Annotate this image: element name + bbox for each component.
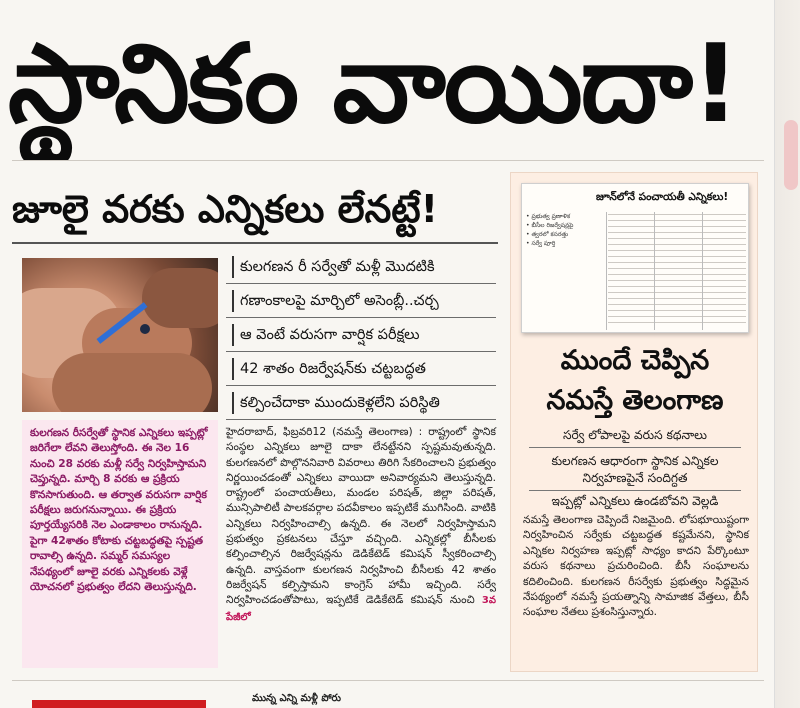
adjacent-page-edge — [774, 0, 800, 708]
kicker-item — [226, 352, 496, 386]
clipping-bullet: • బీసీల రిజర్వేషన్లపై — [526, 222, 574, 229]
next-article-bar — [32, 700, 206, 708]
kicker-item — [226, 250, 496, 284]
decorative-mark — [784, 120, 798, 190]
kicker-text: ఆ వెంటే వరుసగా వార్షిక పరీక్షలు — [240, 327, 420, 343]
kicker-item — [226, 386, 496, 420]
box-kicker: కులగణన ఆధారంగా స్థానిక ఎన్నికల — [551, 454, 719, 468]
divider — [12, 242, 498, 244]
next-article-headline: మున్న ఎన్ని మళ్లీ పోరు — [252, 693, 341, 704]
clipping-bullet: • సర్వే పూర్తి — [526, 240, 556, 247]
voter-ink-photo — [22, 258, 218, 412]
next-article-strip — [22, 694, 762, 708]
sidebar-box — [510, 172, 758, 672]
clipping-bullet: • ప్రభుత్వ ప్రణాళిక — [526, 213, 571, 220]
box-kicker: సర్వే లోపాలపై వరుస కథనాలు — [562, 428, 708, 442]
box-body-text: నమస్తే తెలంగాణ చెప్పిందే నిజమైంది. లోపభూయిష్టంగా నిర్వహించిన సర్వేకు చట్టబద్ధత కష్టమేనని, స్థానిక ఎన్నికల నిర్వహణ ఇప్పట్లో సాధ్యం కాదని పేర్కొంటూ వరుస కథనాలు ప్రచురించింది. బీసీ సంఘాలను కదిలించింది. కులగణన రీసర్వేకు ప్రభుత్వం సిద్ధమైన నేపథ్యంలో నమస్తే ప్రయత్నాన్ని సామాజిక వేత్తలు, బీసీ సంఘాల నేతలు ప్రశంసిస్తున్నారు. — [523, 514, 749, 619]
main-headline: స్థానికం వాయిదా! — [8, 22, 739, 147]
box-kicker: నిర్వహణపైనే సందిగ్ధత — [582, 471, 688, 485]
sub-headline: జూలై వరకు ఎన్నికలు లేనట్టే! — [12, 187, 438, 231]
kicker-text: కల్పించేదాకా ముందుకెళ్లలేని పరిస్థితి — [240, 395, 440, 411]
article-paragraph: హైదరాబాద్, ఫిబ్రవరి12 (నమస్తే తెలంగాణ) : రాష్ట్రంలో స్థానిక సంస్థల ఎన్నికలు జూలై దాకా లేనట్టేనని స్పష్టమవుతున్నది. కులగణనలో పొల్గొననివారి వివరాలు తిరిగి సేకరించాలని ప్రభుత్వం నిర్ణయించడంతో ఎన్నికలు వాయిదా అనివార్యమని తెలుస్తున్నది. రాష్ట్రంలో పంచాయతీలు, మండల పరిషత్, జిల్లా పరిషత్, మున్సిపాలిటీ పాలకవర్గాల పదవీకాలం ఇప్పటికే ముగిసింది. వాటికి ఎన్నికలు నిర్వహించాల్సి ఉన్నది. ఈ నెలలో నిర్వహిస్తామని ప్రభుత్వం ప్రకటనలు చేస్తూ వచ్చింది. ఎన్నికల్లో బీసీలకు కల్పించాల్సిన రిజర్వేషన్లను డెడికేటెడ్ కమిషన్ స్వీకరించాల్సి ఉన్నది. వాస్తవంగా కులగణన నిర్వహించి బీసీలకు 42 శాతం రిజర్వేషన్ కల్పిస్తామని కాంగ్రెస్ హామీ ఇచ్చింది. సర్వే నిర్వహించడంతోపాటు, ఇప్పటికే డెడికేటెడ్ కమిషన్ నుంచి — [226, 425, 496, 607]
summary-sidebar — [22, 420, 218, 668]
divider — [12, 160, 764, 161]
continued-link[interactable]: 3వ పేజీలో — [226, 595, 496, 623]
kicker-text: 42 శాతం రిజర్వేషన్‌కు చట్టబద్ధత — [240, 361, 426, 377]
article-body — [226, 424, 496, 670]
kicker-list — [226, 250, 496, 420]
box-kicker: ఇప్పట్లో ఎన్నికలు ఉండబోవని వెల్లడి — [551, 494, 719, 508]
kicker-text: గణాంకాలపై మార్చిలో అసెంబ్లీ..చర్చ — [240, 293, 439, 309]
divider — [12, 680, 764, 681]
clipping-bullet: • త్వరలో కసరత్తు — [526, 231, 569, 238]
clipping-title: జూన్‌లోనే పంచాయతీ ఎన్నికలు! — [596, 191, 729, 203]
summary-text: కులగణన రీసర్వేతో స్థానిక ఎన్నికలు ఇప్పట్లో జరిగేలా లేవని తెలుస్తోంది. ఈ నెల 16 నుంచి 28 వరకు మళ్లీ సర్వే నిర్వహిస్తామని చెప్తున్నది. మార్చి 8 వరకు ఆ ప్రక్రియ కొనసాగుతుంది. ఆ తర్వాత వరుసగా వార్షిక పరీక్షలు జరుగనున్నాయి. ఈ ప్రక్రియ పూర్తయ్యేసరికి నెల ఎండాకాలం రానున్నది. పైగా 42శాతం కోటాకు చట్టబద్ధతపై స్పష్టత రావాల్సి ఉన్నది. సమ్మర్ సమస్యల నేపథ్యంలో జూలై వరకు ఎన్నికలకు వెళ్లే యోచనలో ప్రభుత్వం లేదని తెలుస్తున్నది. — [30, 427, 208, 594]
clipping-text-lines — [608, 214, 746, 326]
kicker-text: కులగణన రీ సర్వేతో మళ్లీ మొదటికి — [240, 259, 435, 275]
clipping-bullets — [526, 212, 604, 248]
kicker-item — [226, 284, 496, 318]
kicker-item — [226, 318, 496, 352]
box-body — [523, 513, 749, 621]
newspaper-clipping — [521, 183, 749, 333]
box-headline: ముందే చెప్పిన నమస్తే తెలంగాణ — [525, 341, 745, 421]
article-text — [226, 424, 496, 625]
